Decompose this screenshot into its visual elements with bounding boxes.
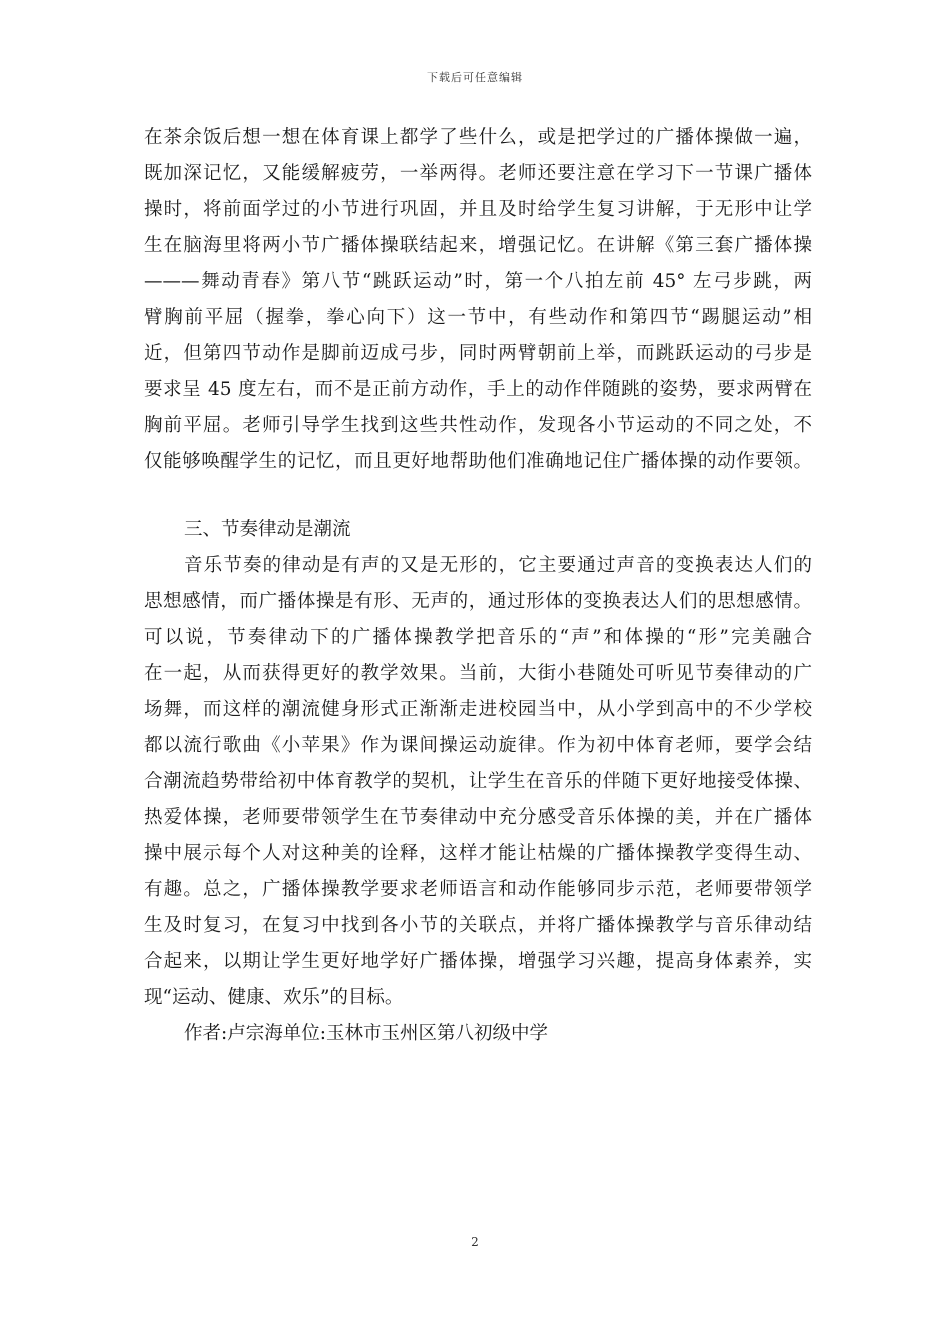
text-line: 仅能够唤醒学生的记忆，而且更好地帮助他们准确地记住广播体操的动作要领。 xyxy=(144,451,812,472)
text-line: 场舞，而这样的潮流健身形式正渐渐走进校园当中，从小学到高中的不少学校 xyxy=(144,699,812,720)
text-line: 合起来，以期让学生更好地学好广播体操，增强学习兴趣，提高身体素养，实 xyxy=(144,951,812,972)
document-body xyxy=(144,120,812,1052)
text-line: 音乐节奏的律动是有声的又是无形的，它主要通过声音的变换表达人们的 xyxy=(184,555,812,576)
page-header: 下载后可任意编辑 xyxy=(427,71,523,84)
text-line: 有趣。总之，广播体操教学要求老师语言和动作能够同步示范，老师要带领学 xyxy=(144,879,812,900)
paragraph-spacer xyxy=(144,496,812,512)
text-line: 臂胸前平屈（握拳，拳心向下）这一节中，有些动作和第四节“踢腿运动”相 xyxy=(144,307,812,328)
text-line: 近，但第四节动作是脚前迈成弓步，同时两臂朝前上举，而跳跃运动的弓步是 xyxy=(144,343,812,364)
section-heading: 三、节奏律动是潮流 xyxy=(184,519,351,540)
text-line: 都以流行歌曲《小苹果》作为课间操运动旋律。作为初中体育老师，要学会结 xyxy=(144,735,812,756)
text-line: ———舞动青春》第八节“跳跃运动”时，第一个八拍左前 45° 左弓步跳，两 xyxy=(144,271,812,292)
text-line: 生及时复习，在复习中找到各小节的关联点，并将广播体操教学与音乐律动结 xyxy=(144,915,812,936)
text-line: 现“运动、健康、欢乐”的目标。 xyxy=(144,987,404,1008)
paragraph-continued xyxy=(144,120,812,480)
text-line: 操时，将前面学过的小节进行巩固，并且及时给学生复习讲解，于无形中让学 xyxy=(144,199,812,220)
text-line: 在一起，从而获得更好的教学效果。当前，大街小巷随处可听见节奏律动的广 xyxy=(144,663,812,684)
text-line: 思想感情，而广播体操是有形、无声的，通过形体的变换表达人们的思想感情。 xyxy=(144,591,812,612)
text-line: 操中展示每个人对这种美的诠释，这样才能让枯燥的广播体操教学变得生动、 xyxy=(144,843,812,864)
text-line: 胸前平屈。老师引导学生找到这些共性动作，发现各小节运动的不同之处，不 xyxy=(144,415,812,436)
text-line: 在茶余饭后想一想在体育课上都学了些什么，或是把学过的广播体操做一遍， xyxy=(144,127,812,148)
text-line: 热爱体操，老师要带领学生在节奏律动中充分感受音乐体操的美，并在广播体 xyxy=(144,807,812,828)
paragraph-spacer xyxy=(144,480,812,496)
text-line: 可以说，节奏律动下的广播体操教学把音乐的“声”和体操的“形”完美融合 xyxy=(144,627,812,648)
text-line: 要求呈 45 度左右，而不是正前方动作，手上的动作伴随跳的姿势，要求两臂在 xyxy=(144,379,812,400)
author-line: 作者:卢宗海单位:玉林市玉州区第八初级中学 xyxy=(184,1023,548,1044)
text-line: 既加深记忆，又能缓解疲劳，一举两得。老师还要注意在学习下一节课广播体 xyxy=(144,163,812,184)
page-number: 2 xyxy=(471,1235,479,1249)
paragraph-section-three xyxy=(144,548,812,1016)
text-line: 生在脑海里将两小节广播体操联结起来，增强记忆。在讲解《第三套广播体操 xyxy=(144,235,812,256)
text-line: 合潮流趋势带给初中体育教学的契机，让学生在音乐的伴随下更好地接受体操、 xyxy=(144,771,812,792)
